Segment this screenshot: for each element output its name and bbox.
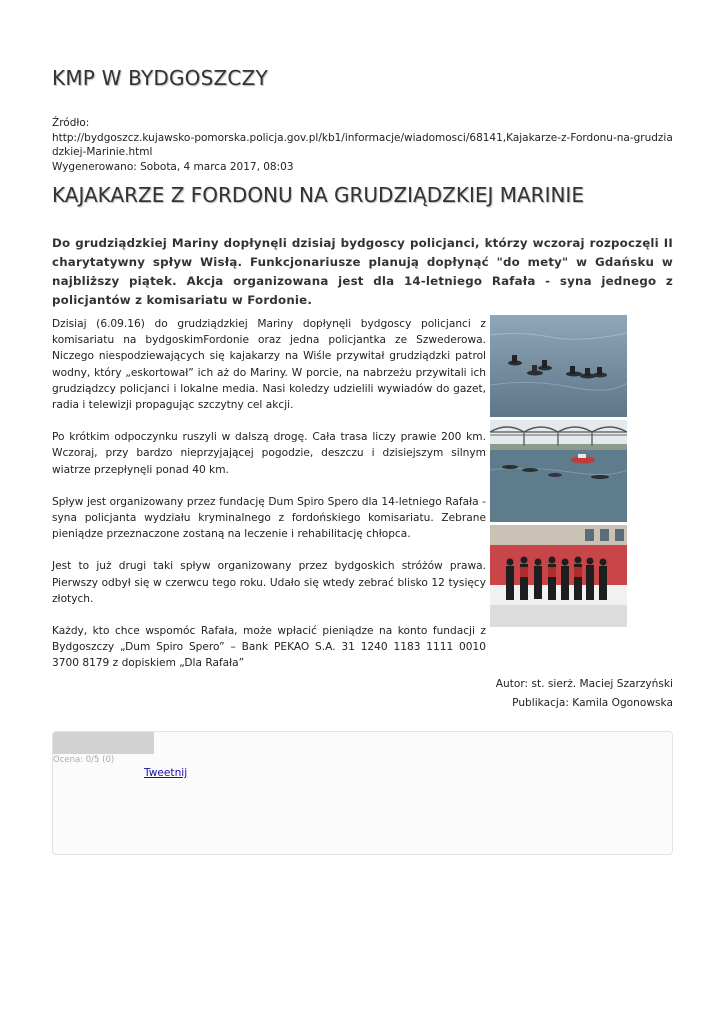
group-of-police-photo[interactable] <box>490 525 627 627</box>
document-meta <box>52 116 673 174</box>
paragraph: Każdy, kto chce wspomóc Rafała, może wpłacić pieniądze na konto fundacji z Bydgoszczy „Dum Spiro Spero” – Bank PEKAO S.A. 31 1240 1183 1111 0010 3700 8179 z dopiskiem „Dla Rafała” <box>52 625 486 670</box>
paragraph: Dzisiaj (6.09.16) do grudziądzkiej Mariny dopłynęli bydgoscy policjanci z komisariatu na bydgoskimFordonie oraz jedna policjantka ze Szwederowa. Niczego niespodziewających się kajakarzy na Wiśle przywitał grudziądzki patrol wodny, który „eskortował” ich aż do Mariny. W porcie, na nabrzeżu przywitali ich grudziądzcy policjanci i lokalne media. Nasi koledzy udzielili wywiadów do gazet, radia i telewizji propagując szczytny cel akcji. <box>52 318 486 412</box>
paragraph: Spływ jest organizowany przez fundację Dum Spiro Spero dla 14-letniego Rafała - syna policjanta wydziału kryminalnego z fordońskiego komisariatu. Zebrane pieniądze przeznaczone zostaną na leczenie i rehabilitację chłopca. <box>52 495 486 541</box>
article-body <box>52 316 486 688</box>
tweet-link[interactable]: Tweetnij <box>144 767 188 779</box>
article-title: KAJAKARZE Z FORDONU NA GRUDZIĄDZKIEJ MARINIE <box>52 183 584 207</box>
kayakers-on-river-photo[interactable] <box>490 315 627 417</box>
source-url: http://bydgoszcz.kujawsko-pomorska.policja.gov.pl/kb1/informacje/wiadomosci/68141,Kajakarze-z-Fordonu-na-grudziadzkiej-Marinie.html <box>52 131 673 158</box>
author: Autor: st. sierż. Maciej Szarzyński <box>495 678 673 690</box>
paragraph: Jest to już drugi taki spływ organizowany przez bydgoskich stróżów prawa. Pierwszy odbył się w czerwcu tego roku. Udało się wtedy zebrać blisko 12 tysięcy złotych. <box>52 560 486 605</box>
source-label: Źródło: <box>52 117 90 129</box>
publisher: Publikacja: Kamila Ogonowska <box>512 697 673 709</box>
paragraph: Po krótkim odpoczynku ruszyli w dalszą drogę. Cała trasa liczy prawie 200 km. Wczoraj, przy bardzo nieprzyjającej pogodzie, deszczu i dzisiejszym silnym wiatrze przepłynęli ponad 40 km. <box>52 431 486 476</box>
generated-date: Wygenerowano: Sobota, 4 marca 2017, 08:03 <box>52 160 294 173</box>
photo-column <box>490 315 627 630</box>
rating-stars[interactable] <box>53 732 154 754</box>
article-lead: Do grudziądzkiej Mariny dopłynęli dzisiaj bydgoscy policjanci, którzy wczoraj rozpoczęli II charytatywny spływ Wisłą. Funkcjonariusze planują dopłynąć "do mety" w Gdańsku w najbliższy piątek. Akcja organizowana jest dla 14-letniego Rafała - syna jednego z policjantów z komisariatu w Fordonie. <box>52 236 673 307</box>
site-title: KMP W BYDGOSZCZY <box>52 66 268 90</box>
social-box <box>52 731 673 855</box>
rating-text: Ocena: 0/5 (0) <box>53 755 115 765</box>
article-credits <box>496 675 673 713</box>
bridge-and-boats-photo[interactable] <box>490 420 627 522</box>
